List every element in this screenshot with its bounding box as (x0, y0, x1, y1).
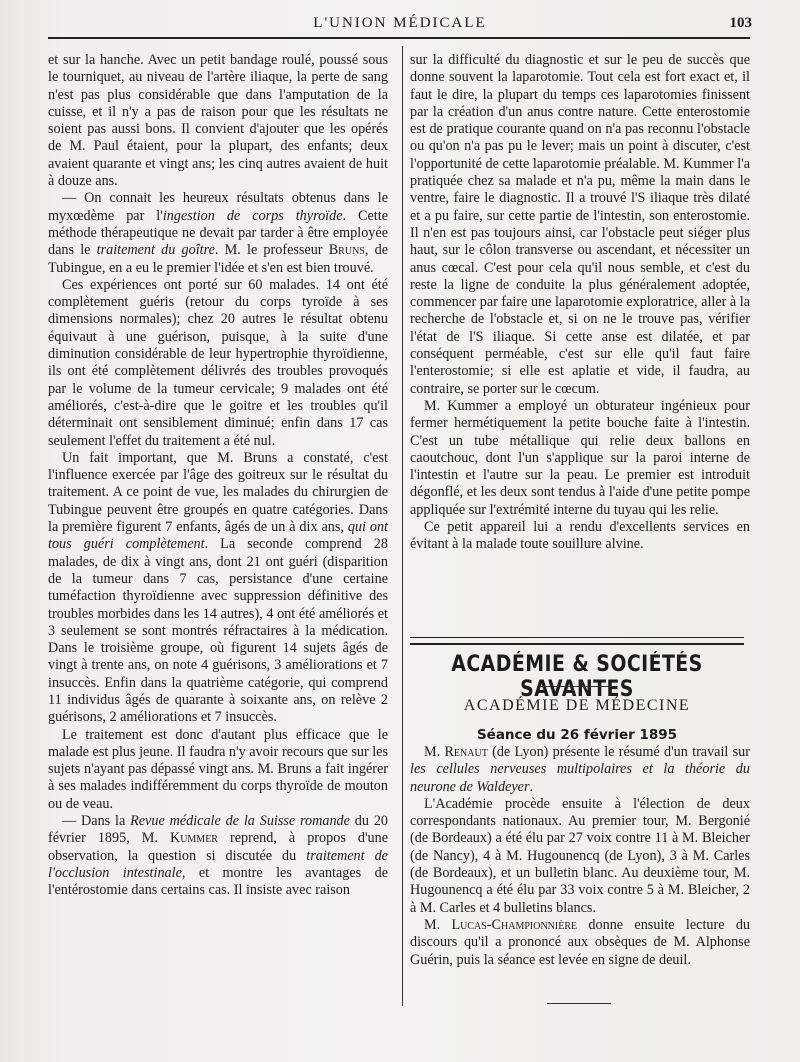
running-head (48, 12, 752, 34)
right-column-top (410, 52, 750, 554)
left-column (48, 52, 388, 900)
session-date: Séance du 26 février 1895 (476, 727, 678, 743)
section-double-rule (410, 637, 744, 645)
journal-title: L'UNION MÉDICALE (313, 15, 487, 31)
paragraph: M. Renaut (de Lyon) présente le résumé d'un travail sur les cellules nerveuses multipolaires et la théorie du neurone de Waldeyer. (410, 744, 750, 795)
end-rule (547, 1003, 611, 1004)
paragraph: M. Kummer a employé un obturateur ingénieux pour fermer hermétiquement la petite bouche faite à l'intestin. C'est un tube métallique qui relie deux ballons en caoutchouc, dont l'un s'applique sur la paroi interne de l'intestin et l'autre sur la peau. Le premier est introduit dégonflé, et les deux sont tendus à l'aide d'une petite pompe appliquée sur l'extrémité interne du tuyau qui les relie. (410, 397, 750, 518)
paragraph: sur la difficulté du diagnostic et sur le peu de succès que donne souvent la laparotomie. Tout cela est fort exact et, il faut le dire, la plupart du temps ces laparotomies finissent par la création d'un anus contre nature. Cette enterostomie est de pratique courante quand on n'a pas reconnu l'obstacle ou qu'on n'a pas pu le lever; mais un point à discuter, c'est l'opportunité de cette laparotomie préalable. M. Kummer l'a pratiquée chez sa malade et n'a pu, même la main dans le ventre, faire le diagnostic. Il a trouvé l'S iliaque très dilaté et a pu faire, sur cette partie de l'intestin, son enterostomie. Il n'en est pas toujours ainsi, car l'obstacle peut siéger plus haut, sur le côlon transverse ou ascendant, et nécessiter un anus cœcal. C'est pour cela qu'il nous semble, et c'est du reste la ligne de conduite la plus généralement adoptée, commencer par faire une laparotomie exploratrice, aller à la recherche de l'obstacle et, si on ne le trouve pas, vérifier l'état de l'S iliaque. Si cette anse est dilatée, et par conséquent perméable, c'est sur elle qu'il faut faire l'enterostomie; si elle est aplatie et vide, il faudra, au contraire, se porter sur le cœcum. (410, 52, 750, 397)
right-column-bottom (410, 744, 750, 969)
paragraph: Le traitement est donc d'autant plus efficace que le malade est plus jeune. Il faudra n'y avoir recours que sur les sujets n'ayant pas dépassé vingt ans. M. Bruns a fait ingérer à ses malades indifféremment du corps thyroïde de mouton ou de veau. (48, 726, 388, 812)
header-rule (48, 37, 750, 39)
section-heading: ACADÉMIE & SOCIÉTÉS SAVANTES (451, 652, 703, 702)
paragraph: L'Académie procède ensuite à l'élection de deux correspondants nationaux. Au premier tour, M. Bergonié (de Bordeaux) a été élu par 27 voix contre 11 à M. Bleicher (de Nancy), 4 à M. Hugounencq (de Lyon), 3 à M. Carles (de Bordeaux), et un bulletin blanc. Au deuxième tour, M. Hugounencq a été élu par 33 voix contre 5 à M. Bleicher, 2 à M. Carles et 4 bulletins blancs. (410, 795, 750, 916)
column-divider (402, 46, 403, 1006)
paragraph: — Dans la Revue médicale de la Suisse romande du 20 février 1895, M. Kummer reprend, à propos d'une observation, la question si discutée du traitement de l'occlusion intestinale, et montre les avantages de l'entérostomie dans certains cas. Il insiste avec raison (48, 813, 388, 899)
paragraph: et sur la hanche. Avec un petit bandage roulé, poussé sous le tourniquet, au niveau de l'artère iliaque, la perte de sang n'est pas plus considérable que dans l'amputation de la cuisse, et il n'y a pas de raison pour que les résultats ne soient pas aussi bons. Il convient d'ajouter que les opérés de M. Paul étaient, pour la plupart, des enfants; deux avaient quarante et vingt ans; les cinq autres avaient de huit à douze ans. (48, 52, 388, 190)
section-short-rule (537, 686, 613, 687)
paragraph: Ces expériences ont porté sur 60 malades. 14 ont été complètement guéris (retour du corps tyroïde à ses dimensions normales); chez 20 autres le résultat obtenu équivaut à une guérison, puisque, à la suite d'une diminution considérable de leur hypertrophie thyroïdienne, ils ont été complètement délivrés des troubles provoqués par le volume de la tumeur cervicale; 9 malades ont été améliorés, c'est-à-dire que le goitre et les troubles qu'il déterminait ont sensiblement diminué; enfin dans 17 cas seulement l'effet du traitement a été nul. (48, 276, 388, 449)
paragraph: Ce petit appareil lui a rendu d'excellents services en évitant à la malade toute souillure alvine. (410, 519, 750, 553)
paragraph: — On connait les heureux résultats obtenus dans le myxœdème par l'ingestion de corps thyroïde. Cette méthode thérapeutique ne devait par tarder à être employée dans le traitement du goître. M. le professeur Bruns, de Tubingue, en a eu le premier l'idée et s'en est bien trouvé. (48, 190, 388, 276)
page-number: 103 (729, 15, 752, 31)
paragraph: Un fait important, que M. Bruns a constaté, c'est l'influence exercée par l'âge des goitreux sur le résultat du traitement. A ce point de vue, les malades du chirurgien de Tubingue peuvent être groupés en quatre catégories. Dans la première figurent 7 enfants, âgés de un à dix ans, qui ont tous guéri complètement. La seconde comprend 28 malades, de dix à vingt ans, dont 21 ont guéri (disparition de la tumeur dans 7 cas, persistance d'une certaine tuméfaction thyroïdienne avec suppression définitive des troubles morbides dans les 14 autres), 4 ont été améliorés et 3 seulement se sont montrés réfractaires à la médication. Dans le troisième groupe, où figurent 14 sujets âgés de vingt à trente ans, on note 4 guérisons, 3 améliorations et 7 insuccès. Enfin dans la quatrième catégorie, qui comprend 11 individus âgés de quarante à soixante ans, on relève 2 guérisons, 2 améliorations et 7 insuccès. (48, 449, 388, 726)
paragraph: M. Lucas-Championnière donne ensuite lecture du discours qu'il a prononcé aux obsèques de M. Alphonse Guérin, puis la séance est levée en signe de deuil. (410, 916, 751, 968)
subsection-heading: ACADÉMIE DE MÉDECINE (463, 697, 691, 714)
